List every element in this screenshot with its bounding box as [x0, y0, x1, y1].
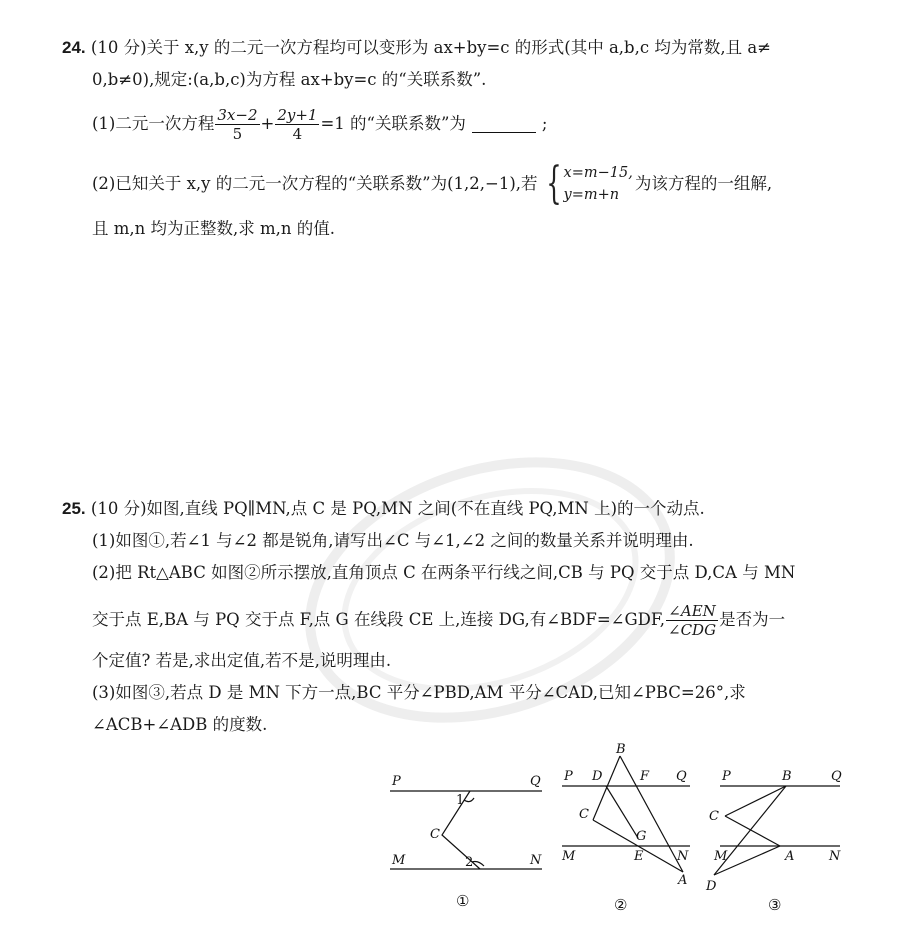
q24-fraction-1-denominator: 5: [232, 124, 243, 143]
q24-text-1: (10 分)关于 x,y 的二元一次方程均可以变形为 ax+by=c 的形式(其中 a,b,c 均为常数,且 a≠: [90, 38, 771, 57]
q25-fraction-numerator: ∠AEN: [668, 601, 716, 620]
q25-part3-line2: ∠ACB+∠ADB 的度数.: [92, 715, 268, 734]
system-row-1: x=m−15,: [563, 165, 633, 181]
q24-part2-line2: 且 m,n 均为正整数,求 m,n 的值.: [92, 219, 336, 238]
fig2-label-e: E: [634, 849, 644, 864]
q25-text-1: (10 分)如图,直线 PQ∥MN,点 C 是 PQ,MN 之间(不在直线 PQ,MN 上)的一个动点.: [90, 499, 705, 518]
fig3-label-c: C: [709, 809, 719, 824]
fig1-label-n: N: [530, 853, 542, 868]
q24-line2: 0,b≠0),规定:(a,b,c)为方程 ax+by=c 的“关联系数”.: [92, 70, 487, 89]
fig2-label-m: M: [562, 849, 576, 864]
q24-part2-prefix: (2)已知关于 x,y 的二元一次方程的“关联系数”为(1,2,−1),若: [92, 174, 538, 193]
q24-plus: +: [260, 114, 275, 133]
fig2-label-g: G: [636, 829, 647, 844]
q24-number: 24.: [62, 38, 86, 57]
fig3-segment-ca: [725, 816, 780, 846]
q24-fraction-2: [275, 106, 319, 143]
q25-number: 25.: [62, 499, 86, 518]
q24-fraction-2-denominator: 4: [292, 124, 303, 143]
q25-part2-line2-prefix: 交于点 E,BA 与 PQ 交于点 F,点 G 在线段 CE 上,连接 DG,有∠BDF=∠GDF,: [92, 610, 666, 629]
fig1-caption: ①: [456, 892, 470, 910]
equation-system: [540, 158, 633, 209]
q25-part2-line3: 个定值? 若是,求出定值,若不是,说明理由.: [92, 651, 392, 670]
q25-part1: (1)如图①,若∠1 与∠2 都是锐角,请写出∠C 与∠1,∠2 之间的数量关系并说明理由.: [92, 531, 694, 550]
fig1-label-c: C: [430, 827, 440, 842]
q25-angle-fraction: [666, 602, 718, 639]
fig2-label-q: Q: [676, 769, 687, 784]
fig2-label-b: B: [616, 742, 626, 757]
fig2-label-f: F: [640, 769, 650, 784]
fig2-label-d: D: [592, 769, 603, 784]
fig1-label-p: P: [392, 774, 401, 789]
q25-part2-line2: [92, 600, 785, 640]
fig3-label-b: B: [782, 769, 792, 784]
q25-part2-line1: (2)把 Rt△ABC 如图②所示摆放,直角顶点 C 在两条平行线之间,CB 与 PQ 交于点 D,CA 与 MN: [92, 563, 796, 582]
fig3-label-q: Q: [831, 769, 842, 784]
system-row-2: y=m+n: [563, 187, 620, 203]
fig3-label-p: P: [722, 769, 731, 784]
q25-fraction-denominator: ∠CDG: [668, 620, 717, 639]
q24-fraction-1: [215, 106, 259, 143]
q24-fraction-2-numerator: 2y+1: [277, 105, 318, 124]
fig2-caption: ②: [614, 896, 628, 914]
fig3-caption: ③: [768, 896, 782, 914]
fig3-label-a: A: [785, 849, 795, 864]
q25-line1: [62, 498, 705, 520]
fig3-label-d: D: [706, 879, 717, 894]
answer-blank[interactable]: [472, 116, 536, 133]
brace-icon: {: [545, 158, 562, 209]
q24-part1-end: ;: [541, 114, 548, 133]
fig3-label-n: N: [829, 849, 841, 864]
fig1-label-angle1: 1: [456, 793, 465, 808]
q25-part3-line1: (3)如图③,若点 D 是 MN 下方一点,BC 平分∠PBD,AM 平分∠CAD,已知∠PBC=26°,求: [92, 683, 746, 702]
q25-part2-line2-suffix: 是否为一: [719, 610, 786, 629]
fig2-label-c: C: [579, 807, 589, 822]
fig3-label-m: M: [714, 849, 728, 864]
q24-part1: [92, 102, 547, 146]
fig2-label-a: A: [678, 873, 688, 888]
q24-fraction-1-numerator: 3x−2: [217, 105, 258, 124]
fig2-segment-bc: [593, 756, 620, 820]
fig2-label-p: P: [564, 769, 573, 784]
fig1-label-angle2: 2: [465, 855, 474, 870]
fig2-label-n: N: [677, 849, 689, 864]
q24-part2: [92, 160, 772, 208]
fig1-label-m: M: [392, 853, 406, 868]
q24-part1-suffix: =1 的“关联系数”为: [320, 114, 466, 133]
fig1-label-q: Q: [530, 774, 541, 789]
figures-area: [380, 738, 860, 938]
q24-part1-prefix: (1)二元一次方程: [92, 114, 215, 133]
q24-part2-suffix: 为该方程的一组解,: [634, 174, 773, 193]
fig2-segment-ba: [620, 756, 683, 872]
q24-line1: [62, 37, 771, 59]
fig3-segment-bc: [725, 786, 786, 816]
